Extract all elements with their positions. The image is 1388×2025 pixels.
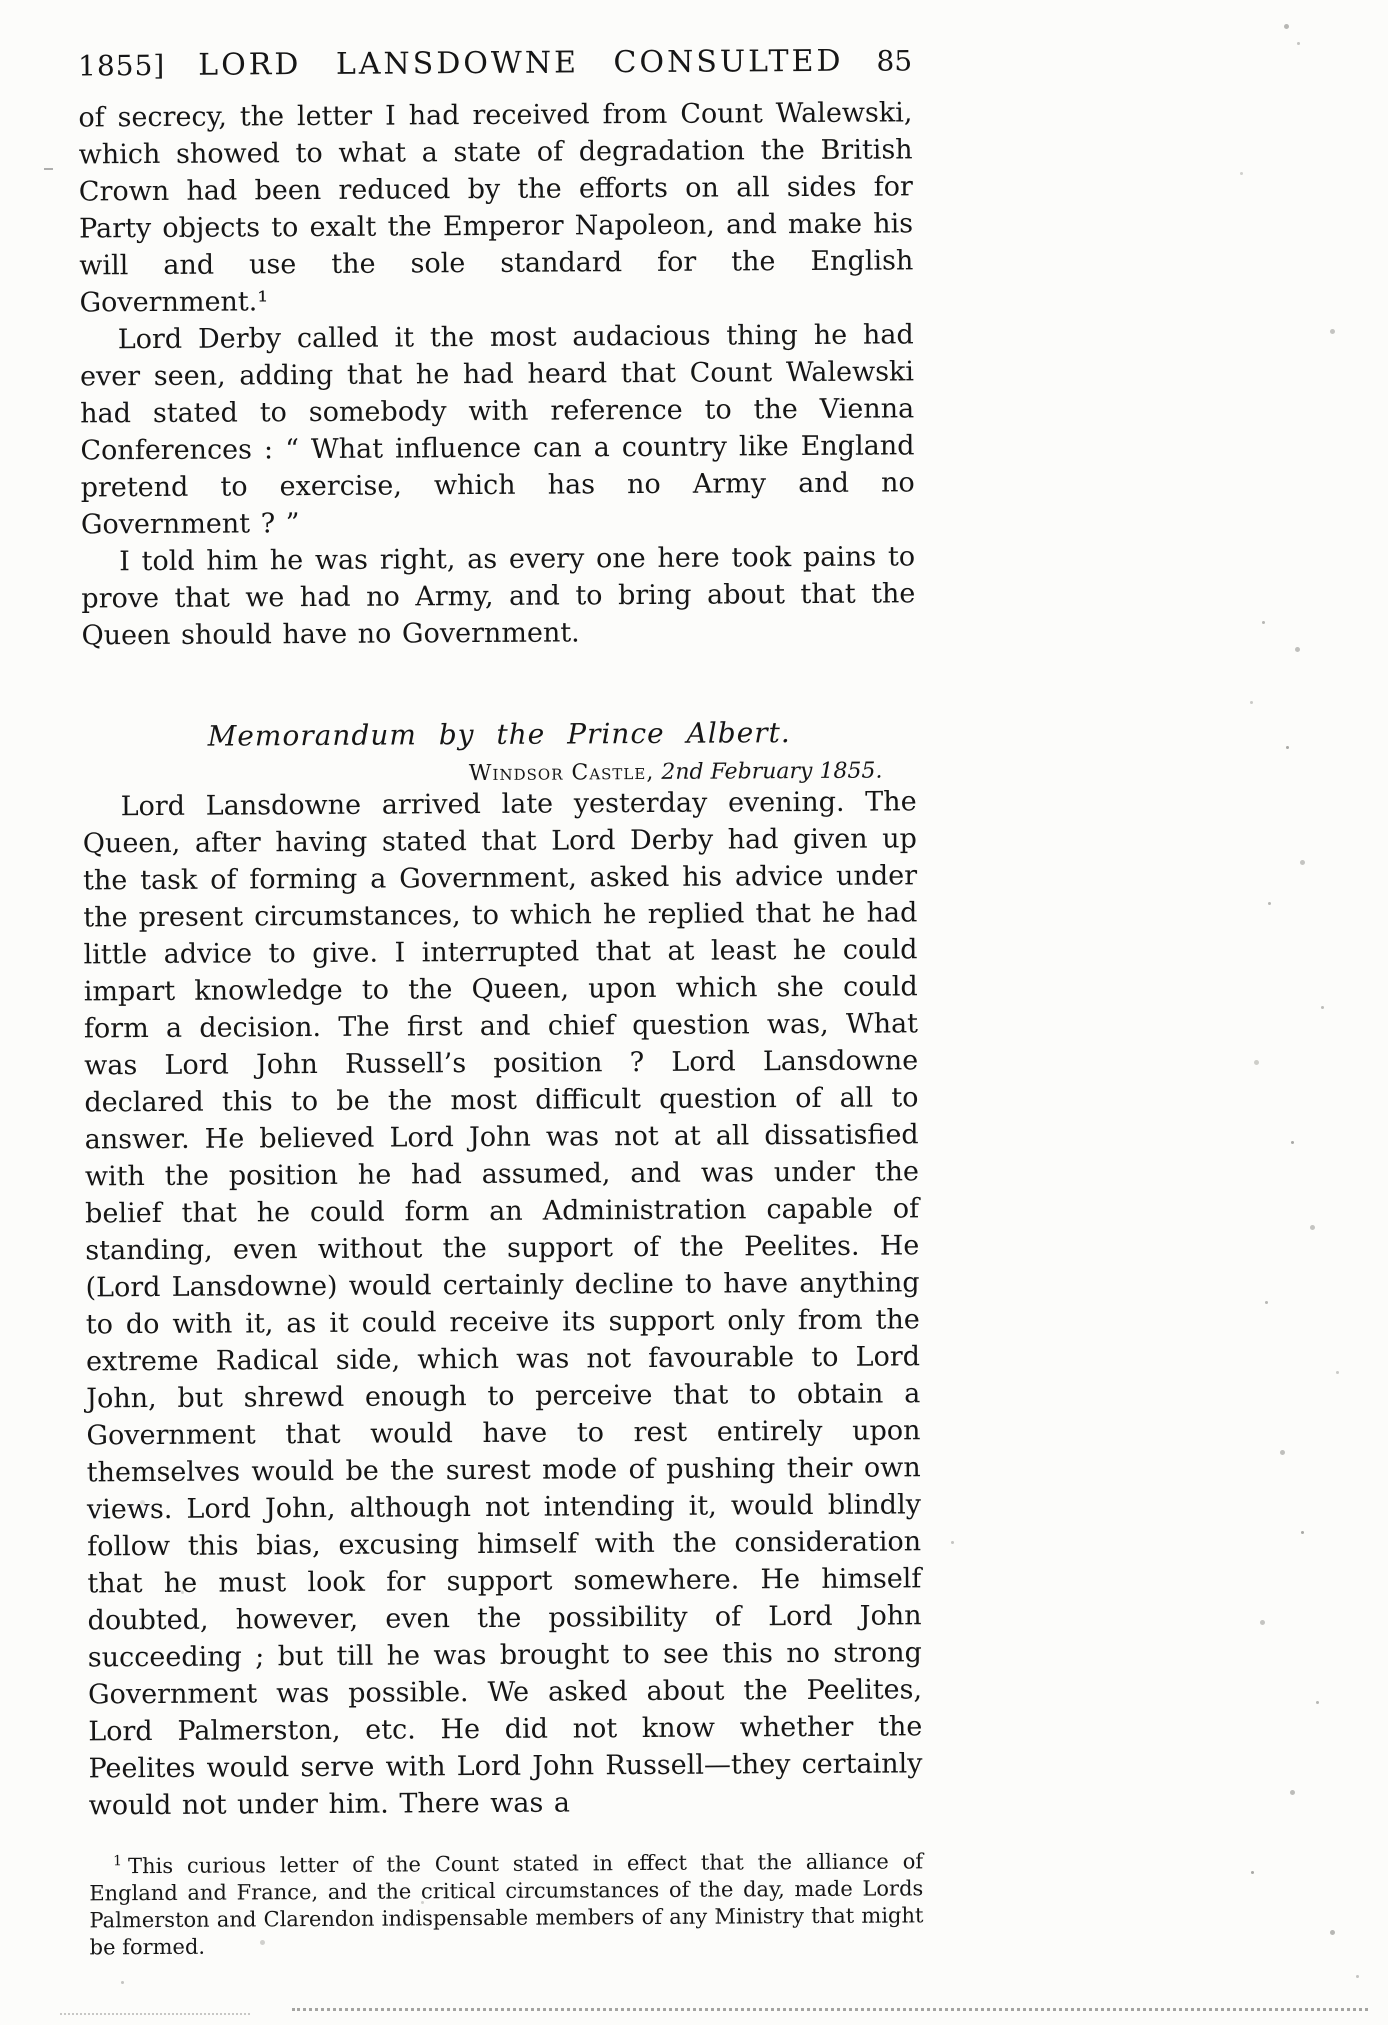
paragraph-lord-derby: Lord Derby called it the most audacious thing he had ever seen, adding that he had heard that Count Walewski had stated to somebody with reference to the Vienna Conferences : “ What influence can a country like England pretend to exercise, which has no Army and no Government ? ” xyxy=(79,319,915,541)
scan-noise xyxy=(0,0,3,3)
memorandum-heading: Memorandum by the Prince Albert. xyxy=(207,716,791,753)
page-number: 85 xyxy=(876,44,913,78)
scan-bottom-noise-band-small xyxy=(60,2013,250,2015)
dateline-date: 2nd February 1855. xyxy=(661,758,883,785)
running-head xyxy=(78,43,912,83)
running-title: LORD LANSDOWNE CONSULTED xyxy=(198,43,844,83)
footnote xyxy=(89,1843,924,1961)
memorandum-body-paragraph: Lord Lansdowne arrived late yesterday evening. The Queen, after having stated that Lord Derby had given up the task of forming a Government, asked his advice under the present circumstances, to which he replied that he had little advice to give. I interrupted that at least he could impart knowledge to the Queen, upon which she could form a decision. The first and chief question was, What was Lord John Russell’s position ? Lord Lansdowne declared this to be the most difficult question of all to answer. He believed Lord John was not at all dissatisfied with the position he had assumed, and was under the belief that he could form an Administration capable of standing, even without the support of the Peelites. He (Lord Lansdowne) would certainly decline to have anything to do with it, as it could receive its support only from the extreme Radical side, which was not favourable to Lord John, but shrewd enough to perceive that to obtain a Government that would have to rest entirely upon themselves would be the surest mode of pushing their own views. Lord John, although not intending it, would blindly follow this bias, excusing himself with the consideration that he must look for support somewhere. He himself doubted, however, even the possibility of Lord John succeeding ; but till he was brought to see this no strong Government was possible. We asked about the Peelites, Lord Palmerston, etc. He did not know whether the Peelites would serve with Lord John Russell—they certainly would not under him. There was a xyxy=(82,786,923,1822)
footnote-marker: 1 xyxy=(113,1853,123,1870)
page-year: 1855] xyxy=(78,48,166,83)
scan-margin-mark xyxy=(44,168,53,170)
page-content xyxy=(78,43,924,1961)
scan-bottom-noise-band xyxy=(292,2008,1368,2011)
paragraph-secrecy-letter: of secrecy, the letter I had received from Count Walewski, which showed to what a state of degradation the British Crown had been reduced by the efforts on all sides for Party objects to exalt the Emperor Napoleon, and make his will and use the sole standard for the English Government.¹ xyxy=(78,97,914,319)
paragraph-i-told-him: I told him he was right, as every one here took pains to prove that we had no Army, and to bring about that the Queen should have no Government. xyxy=(81,541,916,652)
footnote-text: This curious letter of the Count stated in effect that the alliance of England and France, and the critical circumstances of the day, made Lords Palmerston and Clarendon indispensable members of any Ministry that might be formed. xyxy=(89,1849,924,1960)
dateline-place: Windsor Castle, xyxy=(468,759,655,787)
